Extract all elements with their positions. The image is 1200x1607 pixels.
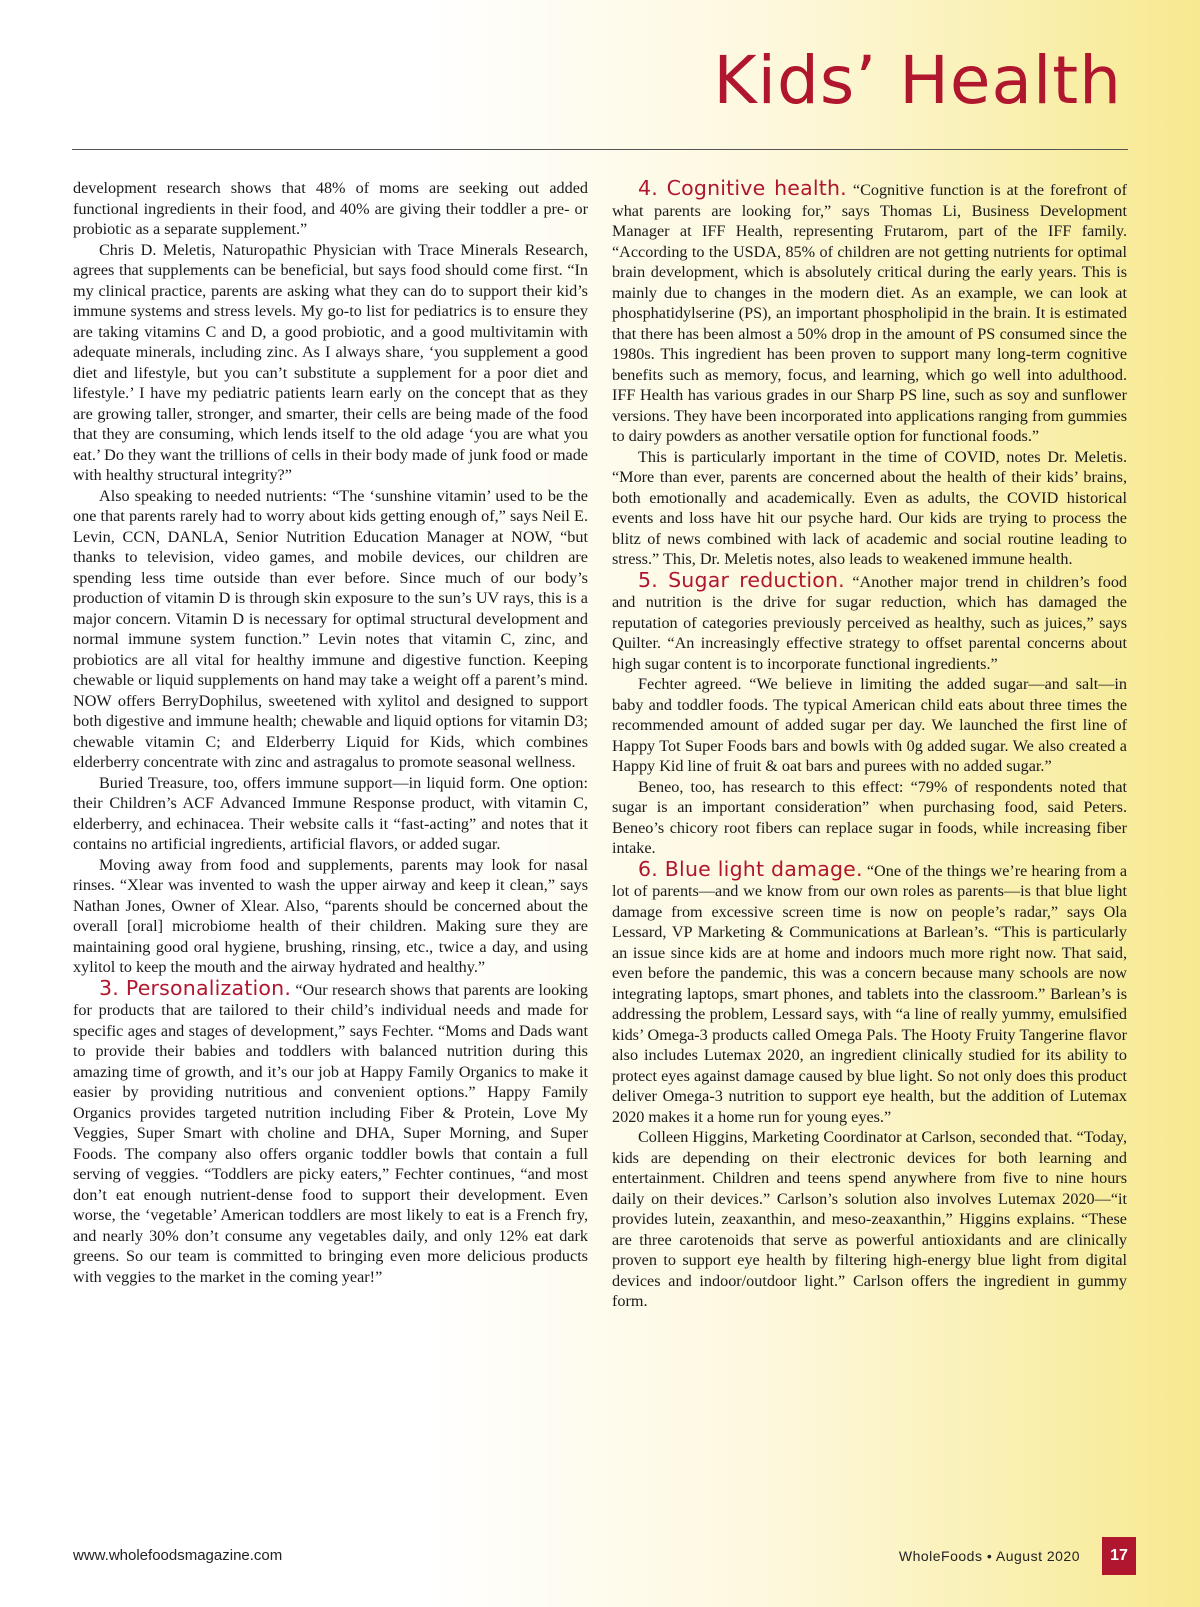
section-6-text: “One of the things we’re hearing from a lot of parents—and we know from our own roles as parents—is that blue light damage from excessive screen time is now on people’s radar,” says Ola Lessard, VP Marketing & Communications at Barlean’s. “This is particularly an issue since kids are at home and indoors much more right now. That said, even before the pandemic, this was a concern because many schools are now integrating laptops, smart phones, and tablets into the classroom.” Barlean’s is addressing the problem, Lessard says, with “a line of really yummy, emulsified kids’ Omega-3 products called Omega Pals. The Hooty Fruity Tangerine flavor also includes Lutemax 2020, an ingredient clinically studied for its ability to protect eyes against damage caused by blue light. So not only does this product deliver Omega-3 nutrition to support eye health, but the addition of Lutemax 2020 makes it a home run for young eyes.” <box>612 861 1128 1126</box>
section-5-text: “Another major trend in children’s food and nutrition is the drive for sugar reduction, which has damaged the reputation of categories previously perceived as healthy, such as juices,” says Quilter. “An increasingly effective strategy to offset parental concerns about high sugar content is to incorporate functional ingredients.” <box>612 572 1128 673</box>
section-4-heading: 4. Cognitive health. <box>638 176 847 200</box>
section-6-paragraph <box>612 856 1128 1128</box>
section-4-text: “Cognitive function is at the forefront of what parents are looking for,” says Thomas Li, Business Development Manager at IFF Health, representing Frutarom, part of the IFF family. “According to the USDA, 85% of children are not getting nutrients for optimal brain development, which is absolutely critical during the early years. This is mainly due to changes in the modern diet. As an example, we can look at phosphatidylserine (PS), an important phospholipid in the brain. It is estimated that there has been almost a 50% drop in the amount of PS consumed since the 1980s. This ingredient has been proven to support many long-term cognitive benefits such as memory, focus, and learning, which go well into adulthood. IFF Health has various grades in our Sharp PS line, such as soy and sunflower versions. They have been incorporated into applications ranging from gummies to dairy powders as another versatile option for functional foods.” <box>612 181 1127 445</box>
article-paragraph: Fechter agreed. “We believe in limiting the added sugar—and salt—in baby and toddler foods. The typical American child eats about three times the recommended amount of added sugar per day. We launched the first line of Happy Tot Super Foods bars and bowls with 0g added sugar. We also created a Happy Kid line of fruit & oat bars and purees with no added sugar.” <box>612 675 1127 775</box>
section-3-paragraph <box>73 975 588 1288</box>
header-divider <box>72 149 1128 150</box>
page-number-badge: 17 <box>1102 1537 1136 1575</box>
section-3-heading: 3. Personalization. <box>99 975 292 1000</box>
section-title: Kids’ Health <box>713 42 1122 119</box>
section-5-paragraph <box>612 567 1128 675</box>
left-column <box>73 178 588 1287</box>
footer-issue-label: WholeFoods • August 2020 <box>898 1548 1080 1564</box>
article-paragraph: Moving away from food and supplements, parents may look for nasal rinses. “Xlear was invented to wash the upper airway and keep it clean,” says Nathan Jones, Owner of Xlear. Also, “parents should be concerned about the overall [oral] microbiome health of their children. Making sure they are maintaining good oral hygiene, brushing, rinsing, etc., twice a day, and using xylitol to keep the mouth and the airway hydrated and healthy.” <box>73 855 588 976</box>
section-6-heading: 6. Blue light damage. <box>638 856 863 881</box>
article-paragraph: Buried Treasure, too, offers immune support—in liquid form. One option: their Children’s ACF Advanced Immune Response product, with vitamin C, elderberry, and echinacea. Their website calls it “fast-acting” and notes that it contains no artificial ingredients, artificial flavors, or added sugar. <box>73 773 588 853</box>
section-5-heading: 5. Sugar reduction. <box>638 567 845 592</box>
footer-website-link[interactable]: www.wholefoodsmagazine.com <box>73 1547 283 1564</box>
article-paragraph: Chris D. Meletis, Naturopathic Physician with Trace Minerals Research, agrees that supplements can be beneficial, but says food should come first. “In my clinical practice, parents are asking what they can do to support their kid’s immune systems and stress levels. My go-to list for pediatrics is to ensure they are taking vitamins C and D, a good probiotic, and a good multivitamin with adequate minerals, including zinc. As I always share, ‘you supplement a good diet and lifestyle, but you can’t substitute a supplement for a poor diet and lifestyle.’ I have my pediatric patients learn early on the concept that as they are growing taller, stronger, and smarter, their cells are being made of the food that they are consuming, which lends itself to the old adage ‘you are what you eat.’ Do they want the trillions of cells in their body made of junk food or made with healthy structural integrity?” <box>73 240 588 484</box>
article-paragraph: development research shows that 48% of moms are seeking out added functional ingredients in their food, and 40% are giving their toddler a pre- or probiotic as a separate supplement.” <box>73 179 588 238</box>
article-paragraph: Beneo, too, has research to this effect: “79% of respondents noted that sugar is an important consideration” when purchasing food, said Peters. Beneo’s chicory root fibers can replace sugar in foods, while increasing fiber intake. <box>612 777 1127 857</box>
article-paragraph: Also speaking to needed nutrients: “The ‘sunshine vitamin’ used to be the one that parents rarely had to worry about kids getting enough of,” says Neil E. Levin, CCN, DANLA, Senior Nutrition Education Manager at NOW, “but thanks to television, video games, and mobile devices, our children are spending less time outside than ever before. Since much of our body’s production of vitamin D is through skin exposure to the sun’s UV rays, this is a major concern. Vitamin D is necessary for optimal structural development and normal immune system function.” Levin notes that vitamin C, zinc, and probiotics are all vital for healthy immune and digestive function. Keeping chewable or liquid supplements on hand may take a weight off a parent’s mind. NOW offers BerryDophilus, sweetened with xylitol and designed to support both digestive and immune health; chewable and liquid options for vitamin D3; chewable vitamin C; and Elderberry Liquid for Kids, which combines elderberry concentrate with zinc and astragalus to promote seasonal wellness. <box>73 486 588 771</box>
section-3-text: “Our research shows that parents are looking for products that are tailored to their child’s individual needs and made for specific ages and stages of development,” says Fechter. “Moms and Dads want to provide their babies and toddlers with balanced nutrition during this amazing time of growth, and it’s our job at Happy Family Organics to make it easier by providing nutritious and convenient options.” Happy Family Organics provides targeted nutrition including Fiber & Protein, Love My Veggies, Super Smart with choline and DHA, Super Morning, and Super Foods. The company also offers organic toddler bowls that contain a full serving of veggies. “Toddlers are picky eaters,” Fechter continues, “and most don’t eat enough nutrient-dense food to support their development. Even worse, the ‘vegetable’ American toddlers are most likely to eat is a French fry, and nearly 30% don’t consume any vegetables daily, and only 12% eat dark greens. So our team is committed to bringing even more delicious products with veggies to the market in the coming year!” <box>73 980 588 1286</box>
article-paragraph: This is particularly important in the time of COVID, notes Dr. Meletis. “More than ever, parents are concerned about the health of their kids’ brains, both emotionally and academically. Even as adults, the COVID historical events and loss have hit our psyche hard. Our kids are trying to process the blitz of news combined with lack of academic and social routine leading to stress.” This, Dr. Meletis notes, also leads to weakened immune health. <box>612 447 1127 568</box>
right-column <box>612 178 1127 1312</box>
section-4-paragraph <box>612 178 1127 447</box>
article-paragraph: Colleen Higgins, Marketing Coordinator at Carlson, seconded that. “Today, kids are depending on their electronic devices for both learning and entertainment. Children and teens spend anywhere from five to nine hours daily on their devices.” Carlson’s solution also involves Lutemax 2020—“it provides lutein, zeaxanthin, and meso-zeaxanthin,” Higgins explains. “These are three carotenoids that serve as powerful antioxidants and are clinically proven to support eye health by filtering high-energy blue light from digital devices and indoor/outdoor light.” Carlson offers the ingredient in gummy form. <box>612 1128 1127 1310</box>
